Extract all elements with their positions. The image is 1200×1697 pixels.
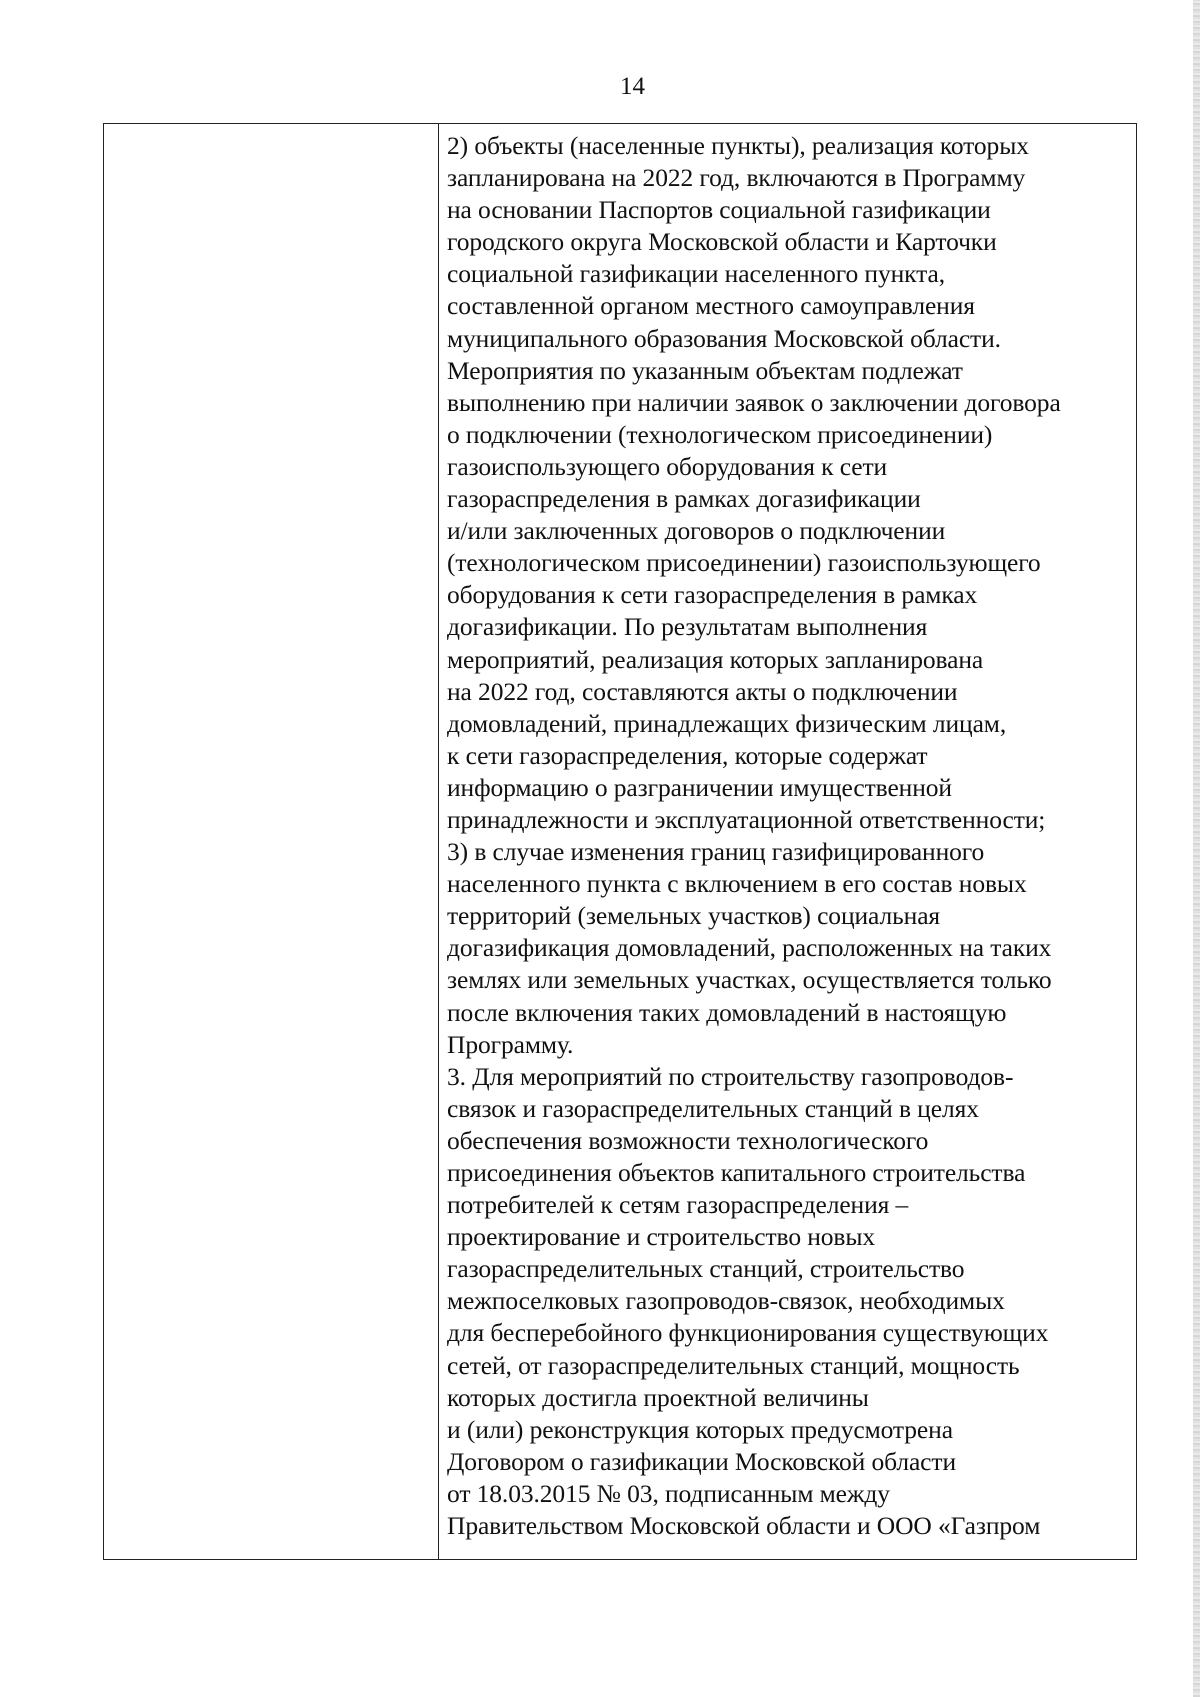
text-line: домовладений, принадлежащих физическим лицам, <box>447 708 1007 738</box>
text-line: 3. Для мероприятий по строительству газопроводов- <box>447 1061 1014 1091</box>
scan-edge <box>1193 0 1200 1697</box>
page-number: 14 <box>620 73 645 100</box>
text-line: присоединения объектов капитального строительства <box>447 1158 1026 1187</box>
text-line: Договором о газификации Московской области <box>447 1446 956 1476</box>
text-line: населенного пункта с включением в его состав новых <box>447 869 1027 899</box>
table-cell-right <box>439 124 1136 1559</box>
text-line: городского округа Московской области и Карточки <box>447 227 997 257</box>
document-table <box>103 123 1137 1560</box>
text-line: газоиспользующего оборудования к сети <box>447 451 888 481</box>
text-line: обеспечения возможности технологического <box>447 1125 929 1155</box>
text-line: 3) в случае изменения границ газифицированного <box>447 837 985 867</box>
text-line: Программу. <box>447 1029 574 1059</box>
text-line: социальной газификации населенного пункта, <box>447 259 945 289</box>
text-line: которых достигла проектной величины <box>447 1382 869 1412</box>
text-line: после включения таких домовладений в настоящую <box>447 997 1007 1027</box>
text-line: и (или) реконструкция которых предусмотрена <box>447 1414 953 1444</box>
text-line: на основании Паспортов социальной газификации <box>447 195 991 225</box>
text-line: Правительством Московской области и ООО «Газпром <box>447 1511 1041 1541</box>
text-line: мероприятий, реализация которых запланирована <box>447 644 984 674</box>
text-line: газораспределительных станций, строительство <box>447 1254 965 1284</box>
text-line: потребителей к сетям газораспределения – <box>447 1190 909 1220</box>
text-line: межпоселковых газопроводов-связок, необходимых <box>447 1286 1005 1316</box>
text-line: о подключении (технологическом присоединении) <box>447 419 993 449</box>
text-line: для бесперебойного функционирования существующих <box>447 1318 1049 1348</box>
text-line: принадлежности и эксплуатационной ответственности; <box>447 804 1046 834</box>
text-line: сетей, от газораспределительных станций, мощность <box>447 1350 1020 1380</box>
text-line: связок и газораспределительных станций в целях <box>447 1093 979 1123</box>
text-line: территорий (земельных участков) социальная <box>447 901 941 931</box>
text-line: (технологическом присоединении) газоиспользующего <box>447 548 1041 578</box>
text-line: информацию о разграничении имущественной <box>447 772 952 802</box>
text-line: землях или земельных участках, осуществляется только <box>447 965 1052 995</box>
text-line: запланирована на 2022 год, включаются в Программу <box>447 163 1026 193</box>
text-line: Мероприятия по указанным объектам подлежат <box>447 355 963 385</box>
text-line: догазификация домовладений, расположенных на таких <box>447 933 1052 963</box>
text-line: оборудования к сети газораспределения в рамках <box>447 580 978 610</box>
text-line: и/или заключенных договоров о подключении <box>447 516 946 546</box>
text-line: догазификации. По результатам выполнения <box>447 612 928 642</box>
text-line: к сети газораспределения, которые содержат <box>447 740 928 770</box>
text-line: составленной органом местного самоуправления <box>447 291 975 321</box>
text-line: 2) объекты (населенные пункты), реализация которых <box>447 131 1029 160</box>
text-line: проектирование и строительство новых <box>447 1222 876 1252</box>
text-line: выполнению при наличии заявок о заключении договора <box>447 387 1061 417</box>
text-line: от 18.03.2015 № 03, подписанным между <box>447 1478 890 1508</box>
table-cell-left <box>104 124 439 1559</box>
text-line: муниципального образования Московской области. <box>447 323 1001 353</box>
text-line: на 2022 год, составляются акты о подключении <box>447 676 958 706</box>
text-line: газораспределения в рамках догазификации <box>447 484 921 514</box>
